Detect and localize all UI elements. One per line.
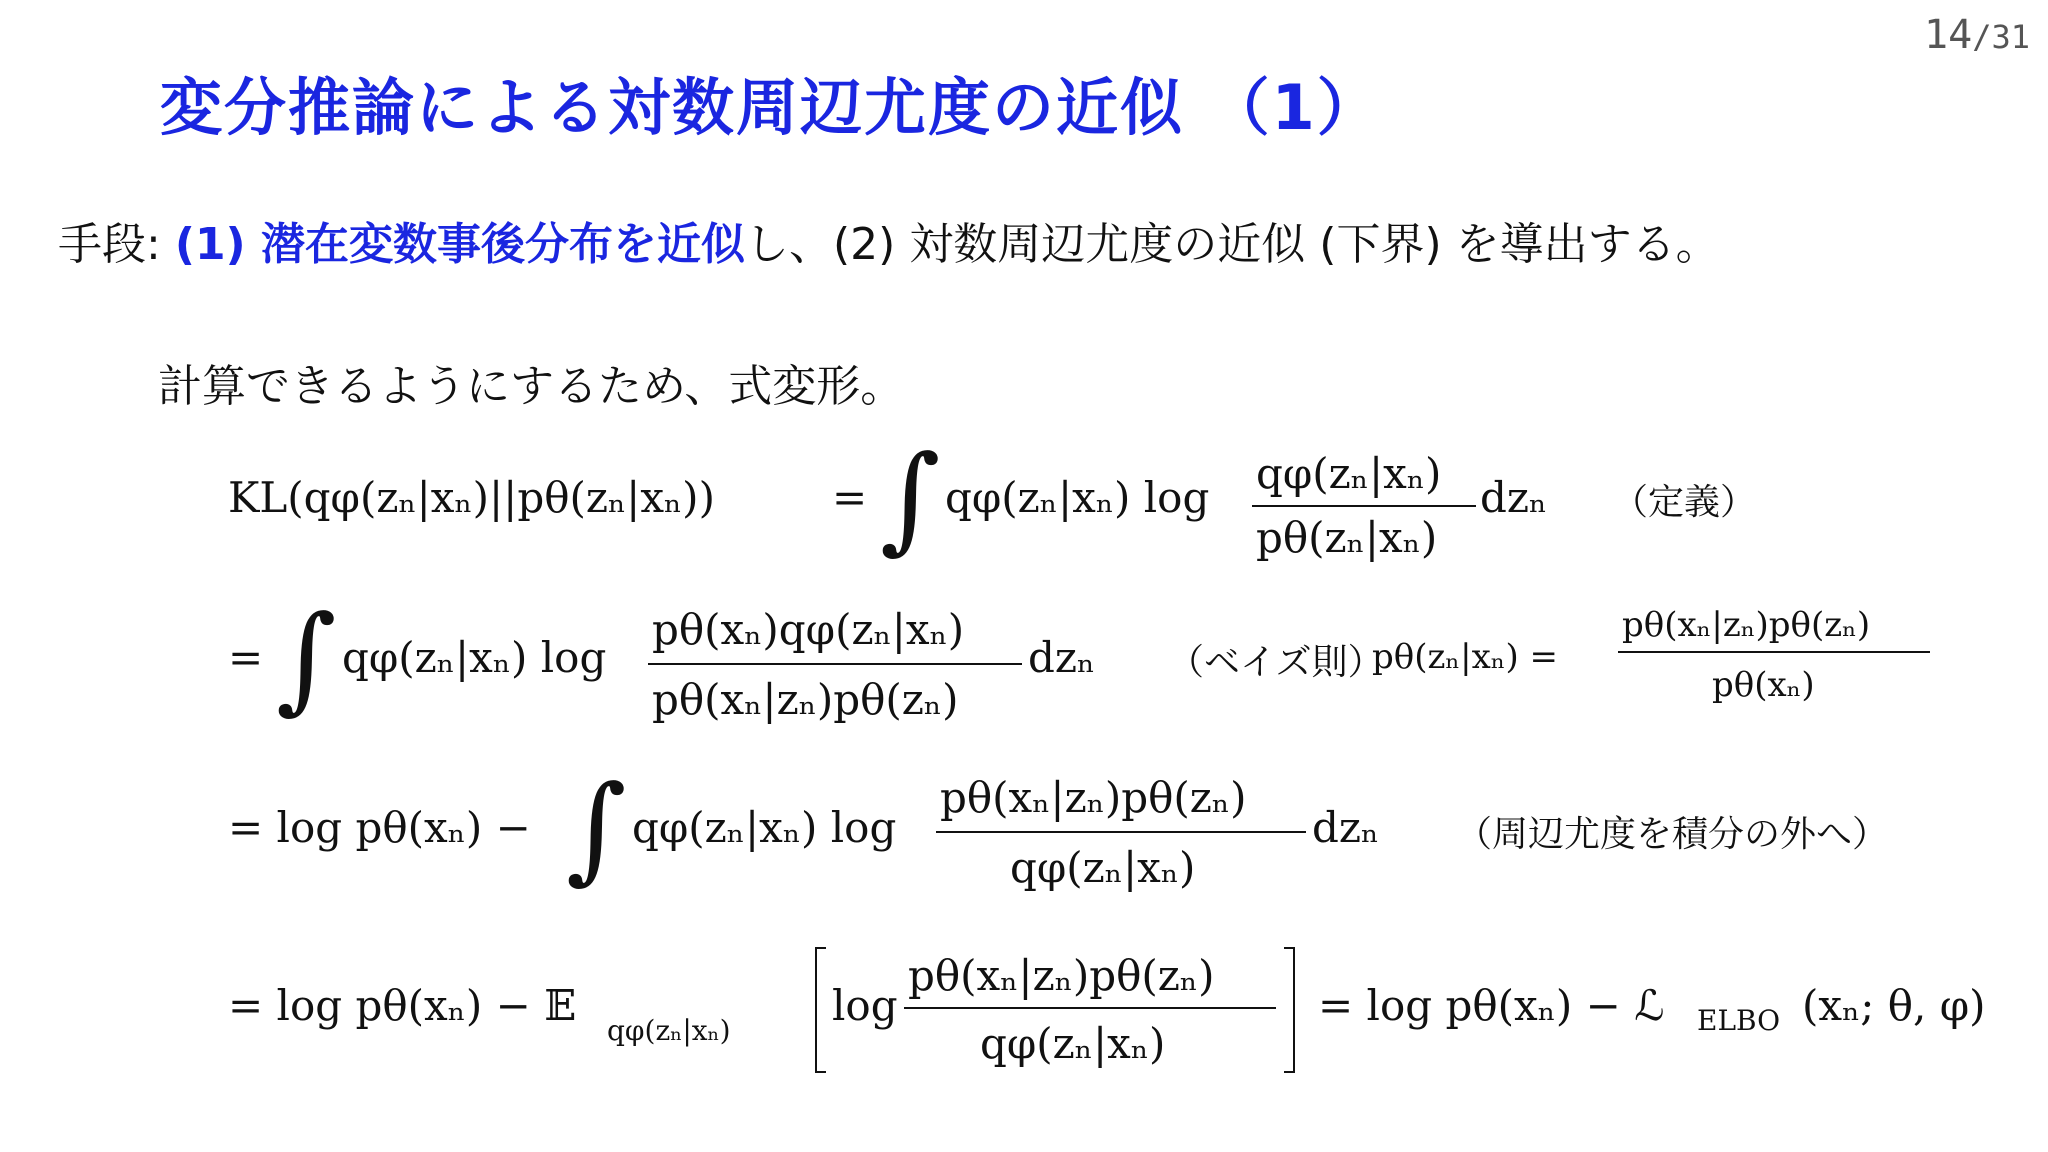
eq1-denominator: pθ(zₙ|xₙ) bbox=[1256, 513, 1438, 562]
eq1-numerator: qφ(zₙ|xₙ) bbox=[1256, 449, 1442, 498]
equation-3 bbox=[228, 761, 1888, 896]
method-highlight: (1) 潜在変数事後分布を近似 bbox=[174, 219, 745, 270]
eq2-pre: qφ(zₙ|xₙ) log bbox=[342, 633, 607, 682]
transformation-note: 計算できるようにするため、式変形。 bbox=[158, 361, 905, 412]
method-prefix: 手段: bbox=[58, 219, 161, 270]
eq3-rel: = log pθ(xₙ) − bbox=[228, 803, 531, 852]
eq3-numerator: pθ(xₙ|zₙ)pθ(zₙ) bbox=[940, 773, 1247, 822]
eq1-label: （定義） bbox=[1612, 482, 1757, 523]
eq4-post: = log pθ(xₙ) − ℒ bbox=[1318, 981, 1665, 1030]
eq2-post: dzₙ bbox=[1028, 633, 1096, 682]
eq2-numerator: pθ(xₙ)qφ(zₙ|xₙ) bbox=[652, 605, 965, 654]
eq4-denominator: qφ(zₙ|xₙ) bbox=[980, 1019, 1166, 1068]
eq3-label: （周辺尤度を積分の外へ） bbox=[1456, 814, 1889, 855]
eq2-denominator: pθ(xₙ|zₙ)pθ(zₙ) bbox=[652, 675, 959, 724]
eq1-rel: = bbox=[832, 473, 868, 522]
eq4-numerator: pθ(xₙ|zₙ)pθ(zₙ) bbox=[908, 951, 1215, 1000]
equation-1 bbox=[228, 431, 1756, 566]
eq4-elbo-sub: ELBO bbox=[1697, 1004, 1781, 1037]
eq1-post: dzₙ bbox=[1480, 473, 1548, 522]
method-rest: し、(2) 対数周辺尤度の近似 (下界) を導出する。 bbox=[744, 219, 1720, 270]
slide-title: 変分推論による対数周辺尤度の近似 （1） bbox=[160, 71, 1381, 144]
eq4-elbo-args: (xₙ; θ, φ) bbox=[1802, 981, 1986, 1030]
eq2-integral: ∫ bbox=[276, 591, 337, 726]
page-total: /31 bbox=[1972, 18, 2030, 56]
page-current: 14 bbox=[1924, 12, 1973, 58]
eq4-pre: log bbox=[832, 981, 898, 1030]
eq1-pre: qφ(zₙ|xₙ) log bbox=[945, 473, 1210, 522]
eq2-aside-lhs: pθ(zₙ|xₙ) = bbox=[1372, 637, 1559, 677]
eq2-rel: = bbox=[228, 633, 264, 682]
eq2-label: （ベイズ則） bbox=[1168, 642, 1384, 683]
eq3-post: dzₙ bbox=[1312, 803, 1380, 852]
eq4-expectation-sub: qφ(zₙ|xₙ) bbox=[607, 1014, 731, 1047]
eq4-rel: = log pθ(xₙ) − 𝔼 bbox=[228, 981, 577, 1030]
eq1-integral: ∫ bbox=[880, 431, 941, 566]
eq4-bracket-left bbox=[816, 948, 826, 1072]
eq3-integral: ∫ bbox=[566, 761, 627, 896]
eq3-pre: qφ(zₙ|xₙ) log bbox=[632, 803, 897, 852]
equation-4 bbox=[228, 948, 1986, 1072]
eq3-denominator: qφ(zₙ|xₙ) bbox=[1010, 843, 1196, 892]
eq1-lhs: KL(qφ(zₙ|xₙ)||pθ(zₙ|xₙ)) bbox=[228, 473, 715, 522]
eq2-aside-numerator: pθ(xₙ|zₙ)pθ(zₙ) bbox=[1622, 605, 1871, 645]
equation-2 bbox=[228, 591, 1930, 726]
eq2-aside-denominator: pθ(xₙ) bbox=[1712, 665, 1815, 705]
eq4-bracket-right bbox=[1284, 948, 1294, 1072]
